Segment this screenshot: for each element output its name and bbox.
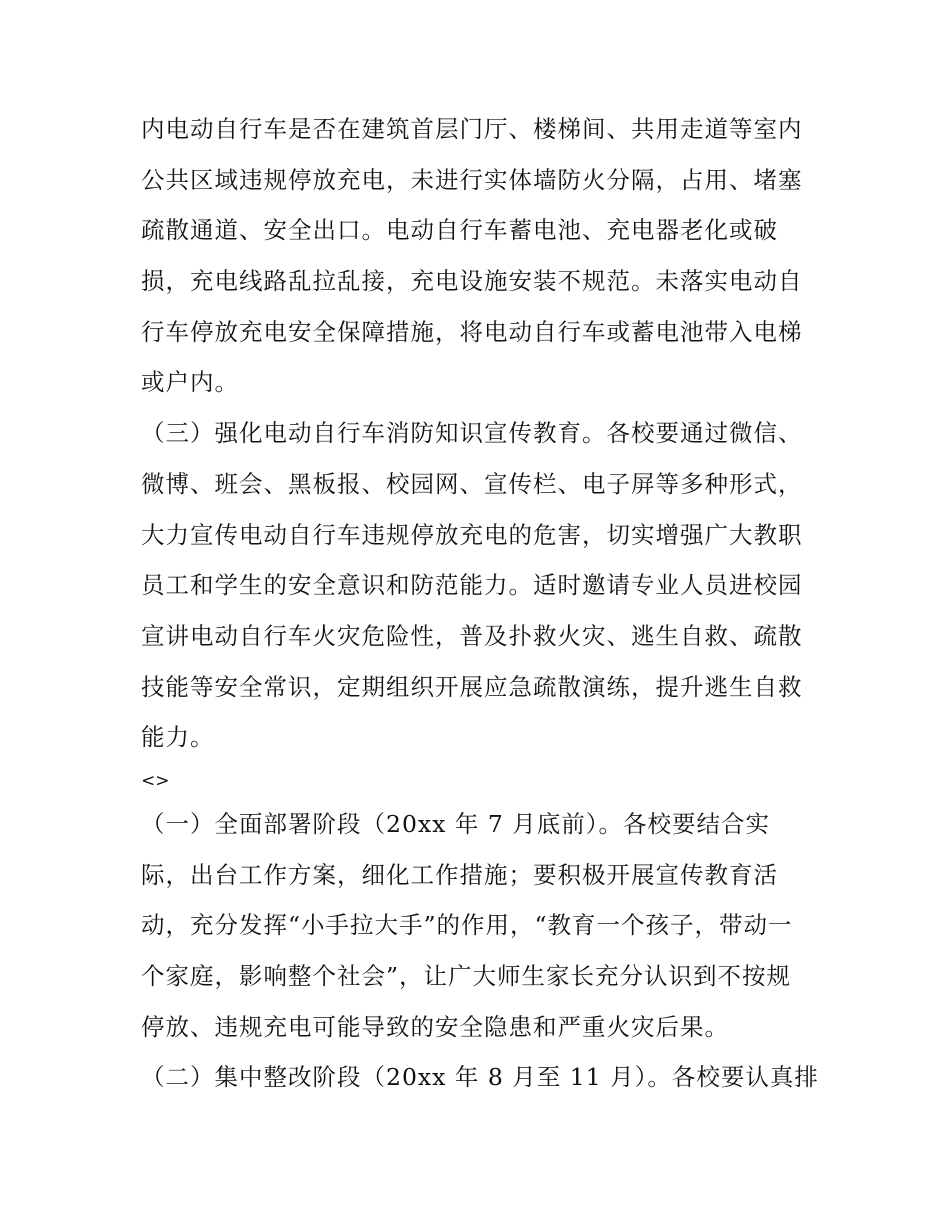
text-line: （一）全面部署阶段（20xx 年 7 月底前）。各校要结合实 [141,809,771,838]
paragraph-fire-safety-education [141,408,821,763]
text-line: 内电动自行车是否在建筑首层门厅、楼梯间、共用走道等室内 [141,115,803,143]
text-line: 大力宣传电动自行车违规停放充电的危害，切实增强广大教职 [141,520,803,549]
paragraph-inspection-items [141,104,821,408]
text-line: 个家庭，影响整个社会”，让广大师生家长充分认识到不按规 [141,962,792,990]
text-line: 动，充分发挥“小手拉大手”的作用，“教育一个孩子，带动一 [141,911,793,940]
text-line: 宣讲电动自行车火灾危险性，普及扑救火灾、逃生自救、疏散 [141,621,803,650]
text-line: 员工和学生的安全意识和防范能力。适时邀请专业人员进校园 [141,571,803,600]
text-line: 损，充电线路乱拉乱接，充电设施安装不规范。未落实电动自 [141,267,803,296]
text-line: 际，出台工作方案，细化工作措施；要积极开展宣传教育活 [141,860,778,889]
paragraph-deployment-stage [141,799,821,1052]
text-line: 公共区域违规停放充电，未进行实体墙防火分隔，占用、堵塞 [141,165,803,194]
text-line: 能力。 [141,723,215,752]
text-line: 行车停放充电安全保障措施，将电动自行车或蓄电池带入电梯 [141,317,803,346]
document-body [141,104,821,1103]
text-line: 停放、违规充电可能导致的安全隐患和严重火灾后果。 [141,1012,729,1041]
text-line: 微博、班会、黑板报、校园网、宣传栏、电子屏等多种形式， [141,469,803,498]
paragraph-rectification-stage [141,1052,821,1103]
text-line: 或户内。 [141,368,239,397]
text-line: 疏散通道、安全出口。电动自行车蓄电池、充电器老化或破 [141,216,778,245]
text-line: （三）强化电动自行车消防知识宣传教育。各校要通过微信、 [141,419,803,448]
section-marker: <> [141,770,170,791]
text-line: （二）集中整改阶段（20xx 年 8 月至 11 月）。各校要认真排 [141,1063,819,1092]
text-line: 技能等安全常识，定期组织开展应急疏散演练，提升逃生自救 [141,672,803,701]
